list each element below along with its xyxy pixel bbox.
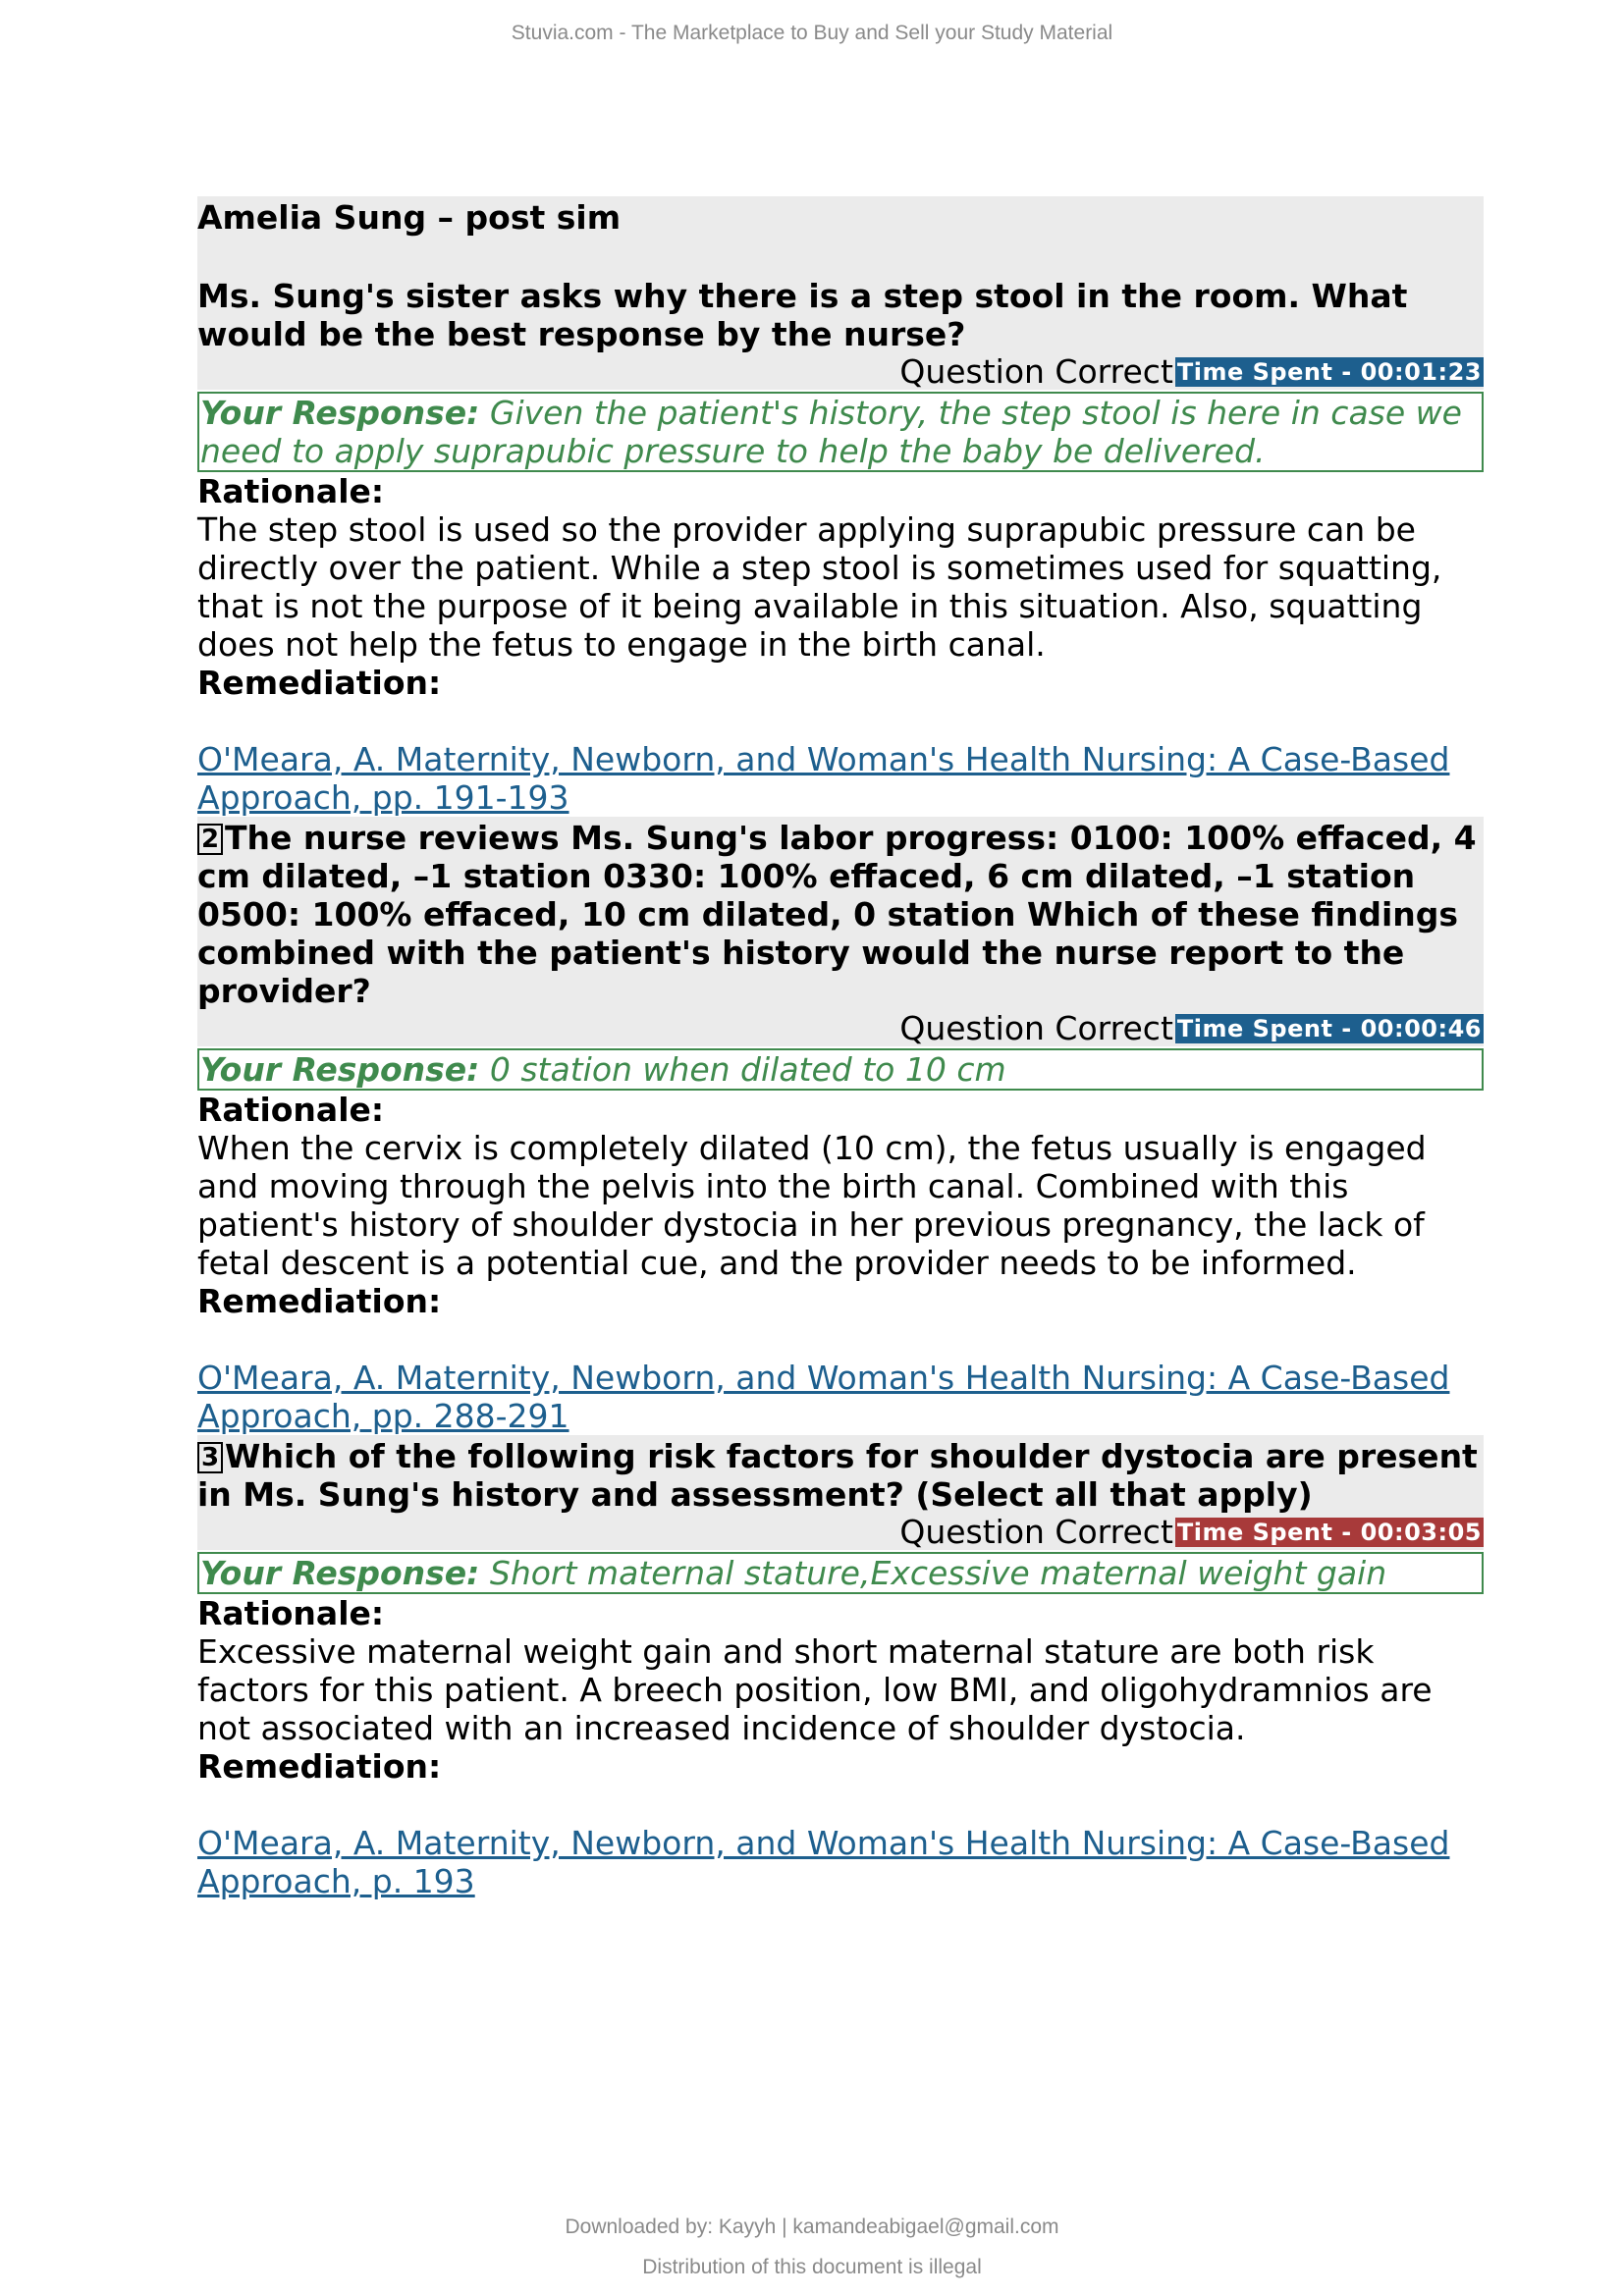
question-1-status-row bbox=[197, 353, 1484, 390]
question-3-time-spent-badge: Time Spent - 00:03:05 bbox=[1176, 1518, 1482, 1546]
question-2 bbox=[197, 817, 1484, 1435]
question-number-box: 2 bbox=[197, 824, 223, 855]
question-1-prompt: Ms. Sung's sister asks why there is a step stool in the room. What would be the best response by the nurse? bbox=[197, 277, 1408, 353]
question-3-prompt: Which of the following risk factors for shoulder dystocia are present in Ms. Sung's history and assessment? (Select all that apply) bbox=[197, 1437, 1478, 1514]
question-3-status-row bbox=[197, 1514, 1484, 1550]
your-response-label: Your Response: bbox=[200, 1050, 480, 1089]
question-2-response: 0 station when dilated to 10 cm bbox=[489, 1050, 1006, 1089]
question-1-response: Given the patient's history, the step stool is here in case we need to apply suprapubic pressure to help the baby be delivered. bbox=[200, 394, 1462, 470]
question-2-prompt: The nurse reviews Ms. Sung's labor progress: 0100: 100% effaced, 4 cm dilated, –1 station 0330: 100% effaced, 6 cm dilated, –1 station 0500: 100% effaced, 10 cm dilated, 0 station Which of these findings combined with the patient's history would the nurse report to the provider? bbox=[197, 819, 1477, 1010]
footer-downloaded-by: Downloaded by: Kayyh | kamandeabigael@gmail.com bbox=[565, 2216, 1059, 2238]
question-2-rationale: When the cervix is completely dilated (10 cm), the fetus usually is engaged and moving through the pelvis into the birth canal. Combined with this patient's history of shoulder dystocia in her previous pregnancy, the lack of fetal descent is a potential cue, and the provider needs to be informed. bbox=[197, 1129, 1427, 1282]
question-3-response: Short maternal stature,Excessive maternal weight gain bbox=[489, 1554, 1387, 1592]
question-1-time-spent-badge: Time Spent - 00:01:23 bbox=[1176, 357, 1482, 386]
remediation-label: Remediation: bbox=[197, 1747, 442, 1786]
question-1-rationale: The step stool is used so the provider applying suprapubic pressure can be directly over the patient. While a step stool is sometimes used for squatting, that is not the purpose of it being available in this situation. Also, squatting does not help the fetus to engage in the birth canal. bbox=[197, 510, 1442, 664]
question-1 bbox=[197, 275, 1484, 817]
document-title: Amelia Sung – post sim bbox=[197, 196, 1484, 275]
question-3-rationale: Excessive maternal weight gain and short maternal stature are both risk factors for this patient. A breech position, low BMI, and oligohydramnios are not associated with an increased incidence of shoulder dystocia. bbox=[197, 1632, 1433, 1747]
question-3 bbox=[197, 1435, 1484, 1900]
question-3-text bbox=[197, 1435, 1484, 1514]
question-3-remediation-link[interactable]: O'Meara, A. Maternity, Newborn, and Woman's Health Nursing: A Case-Based Approach, p. 193 bbox=[197, 1824, 1450, 1900]
question-1-status: Question Correct bbox=[899, 352, 1173, 391]
question-2-status: Question Correct bbox=[899, 1009, 1173, 1047]
remediation-label: Remediation: bbox=[197, 1282, 442, 1320]
your-response-label: Your Response: bbox=[200, 1554, 480, 1592]
question-number-box: 3 bbox=[197, 1442, 223, 1473]
question-1-remediation-link[interactable]: O'Meara, A. Maternity, Newborn, and Woman's Health Nursing: A Case-Based Approach, pp. 191-193 bbox=[197, 740, 1450, 817]
document-content bbox=[197, 196, 1484, 1900]
question-2-text bbox=[197, 817, 1484, 1010]
footer-distribution-notice: Distribution of this document is illegal bbox=[642, 2256, 982, 2278]
question-1-text bbox=[197, 275, 1484, 353]
question-2-remediation-link[interactable]: O'Meara, A. Maternity, Newborn, and Woman's Health Nursing: A Case-Based Approach, pp. 288-291 bbox=[197, 1359, 1450, 1435]
rationale-label: Rationale: bbox=[197, 472, 385, 510]
rationale-label: Rationale: bbox=[197, 1594, 385, 1632]
question-2-response-box bbox=[197, 1048, 1484, 1091]
remediation-label: Remediation: bbox=[197, 664, 442, 702]
question-1-response-box bbox=[197, 392, 1484, 472]
stuvia-header-banner: Stuvia.com - The Marketplace to Buy and Sell your Study Material bbox=[511, 22, 1113, 44]
question-3-response-box bbox=[197, 1552, 1484, 1594]
question-2-time-spent-badge: Time Spent - 00:00:46 bbox=[1176, 1014, 1482, 1042]
question-2-status-row bbox=[197, 1010, 1484, 1046]
question-3-status: Question Correct bbox=[899, 1513, 1173, 1551]
your-response-label: Your Response: bbox=[200, 394, 480, 432]
rationale-label: Rationale: bbox=[197, 1091, 385, 1129]
